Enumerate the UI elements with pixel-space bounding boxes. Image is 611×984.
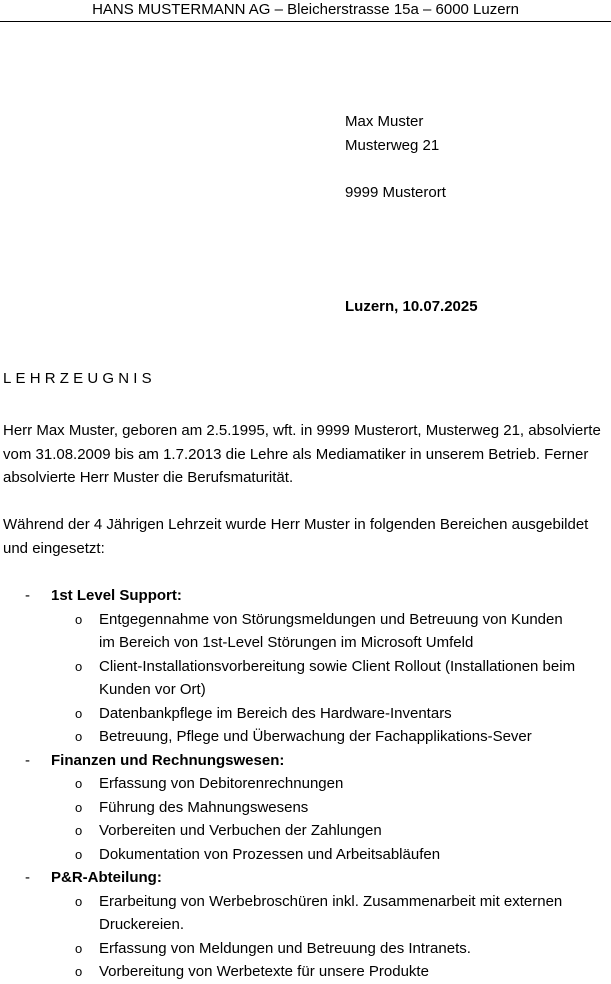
section-title: 1st Level Support: — [51, 587, 182, 604]
list-item: o Client-Installationsvorbereitung sowie Client Rollout (Installationen beim Kunden vor Ort) — [51, 655, 579, 702]
list-item: o Datenbankpflege im Bereich des Hardware-Inventars — [51, 702, 579, 726]
section-title: Finanzen und Rechnungswesen: — [51, 751, 285, 769]
circle-bullet-icon: o — [75, 940, 83, 956]
section-pr — [0, 866, 611, 984]
list-item: o Vorbereitung von Werbetexte für unsere Produkte — [51, 960, 579, 984]
list-item: o Erarbeitung von Werbebroschüren inkl. Zusammenarbeit mit externen Druckereien. — [51, 890, 579, 937]
training-paragraph: Während der 4 Jährigen Lehrzeit wurde Herr Muster in folgenden Bereichen ausgebildet und eingesetzt: — [3, 516, 589, 557]
circle-bullet-icon: o — [75, 705, 83, 721]
section-finance — [0, 749, 611, 867]
list-item: o Erfassung von Meldungen und Betreuung des Intranets. — [51, 937, 579, 961]
circle-bullet-icon: o — [75, 729, 83, 744]
recipient-street: Musterweg 21 — [345, 136, 440, 154]
list-item: o Dokumentation von Prozessen und Arbeitsabläufen — [51, 843, 579, 867]
circle-bullet-icon: o — [75, 799, 83, 815]
list-item: o Betreuung, Pflege und Überwachung der Fachapplikations-Sever — [51, 725, 579, 749]
recipient-name: Max Muster — [345, 113, 424, 130]
dash-marker: - — [25, 751, 30, 769]
list-item: o Vorbereiten und Verbuchen der Zahlungen — [51, 819, 579, 843]
circle-bullet-icon: o — [75, 611, 83, 627]
section-title: P&R-Abteilung: — [51, 869, 162, 886]
circle-bullet-icon: o — [75, 823, 83, 838]
circle-bullet-icon: o — [75, 658, 83, 674]
list-item: o Entgegennahme von Störungsmeldungen und Betreuung von Kunden im Bereich von 1st-Level Störungen im Microsoft Umfeld — [51, 608, 579, 655]
dash-marker: - — [25, 869, 30, 886]
recipient-address — [345, 110, 446, 204]
section-first-level-support — [0, 584, 611, 749]
letterhead: HANS MUSTERMANN AG – Bleicherstrasse 15a – 6000 Luzern — [0, 0, 611, 22]
dash-marker: - — [25, 587, 30, 604]
recipient-city: 9999 Musterort — [345, 183, 446, 201]
intro-paragraph: Herr Max Muster, geboren am 2.5.1995, wft. in 9999 Musterort, Musterweg 21, absolvierte vom 31.08.2009 bis am 1.7.2013 die Lehre als Mediamatiker in unserem Betrieb. Ferner absolvierte Herr Muster die Berufsmaturität. — [3, 422, 601, 486]
circle-bullet-icon: o — [75, 776, 83, 791]
circle-bullet-icon: o — [75, 846, 83, 862]
letter-date: Luzern, 10.07.2025 — [345, 298, 478, 315]
circle-bullet-icon: o — [75, 893, 83, 909]
circle-bullet-icon: o — [75, 964, 83, 979]
list-item: o Erfassung von Debitorenrechnungen — [51, 772, 579, 796]
training-sections — [0, 584, 611, 984]
list-item: o Führung des Mahnungswesens — [51, 796, 579, 820]
document-title: LEHRZEUGNIS — [3, 370, 156, 387]
address-spacer — [345, 157, 446, 181]
